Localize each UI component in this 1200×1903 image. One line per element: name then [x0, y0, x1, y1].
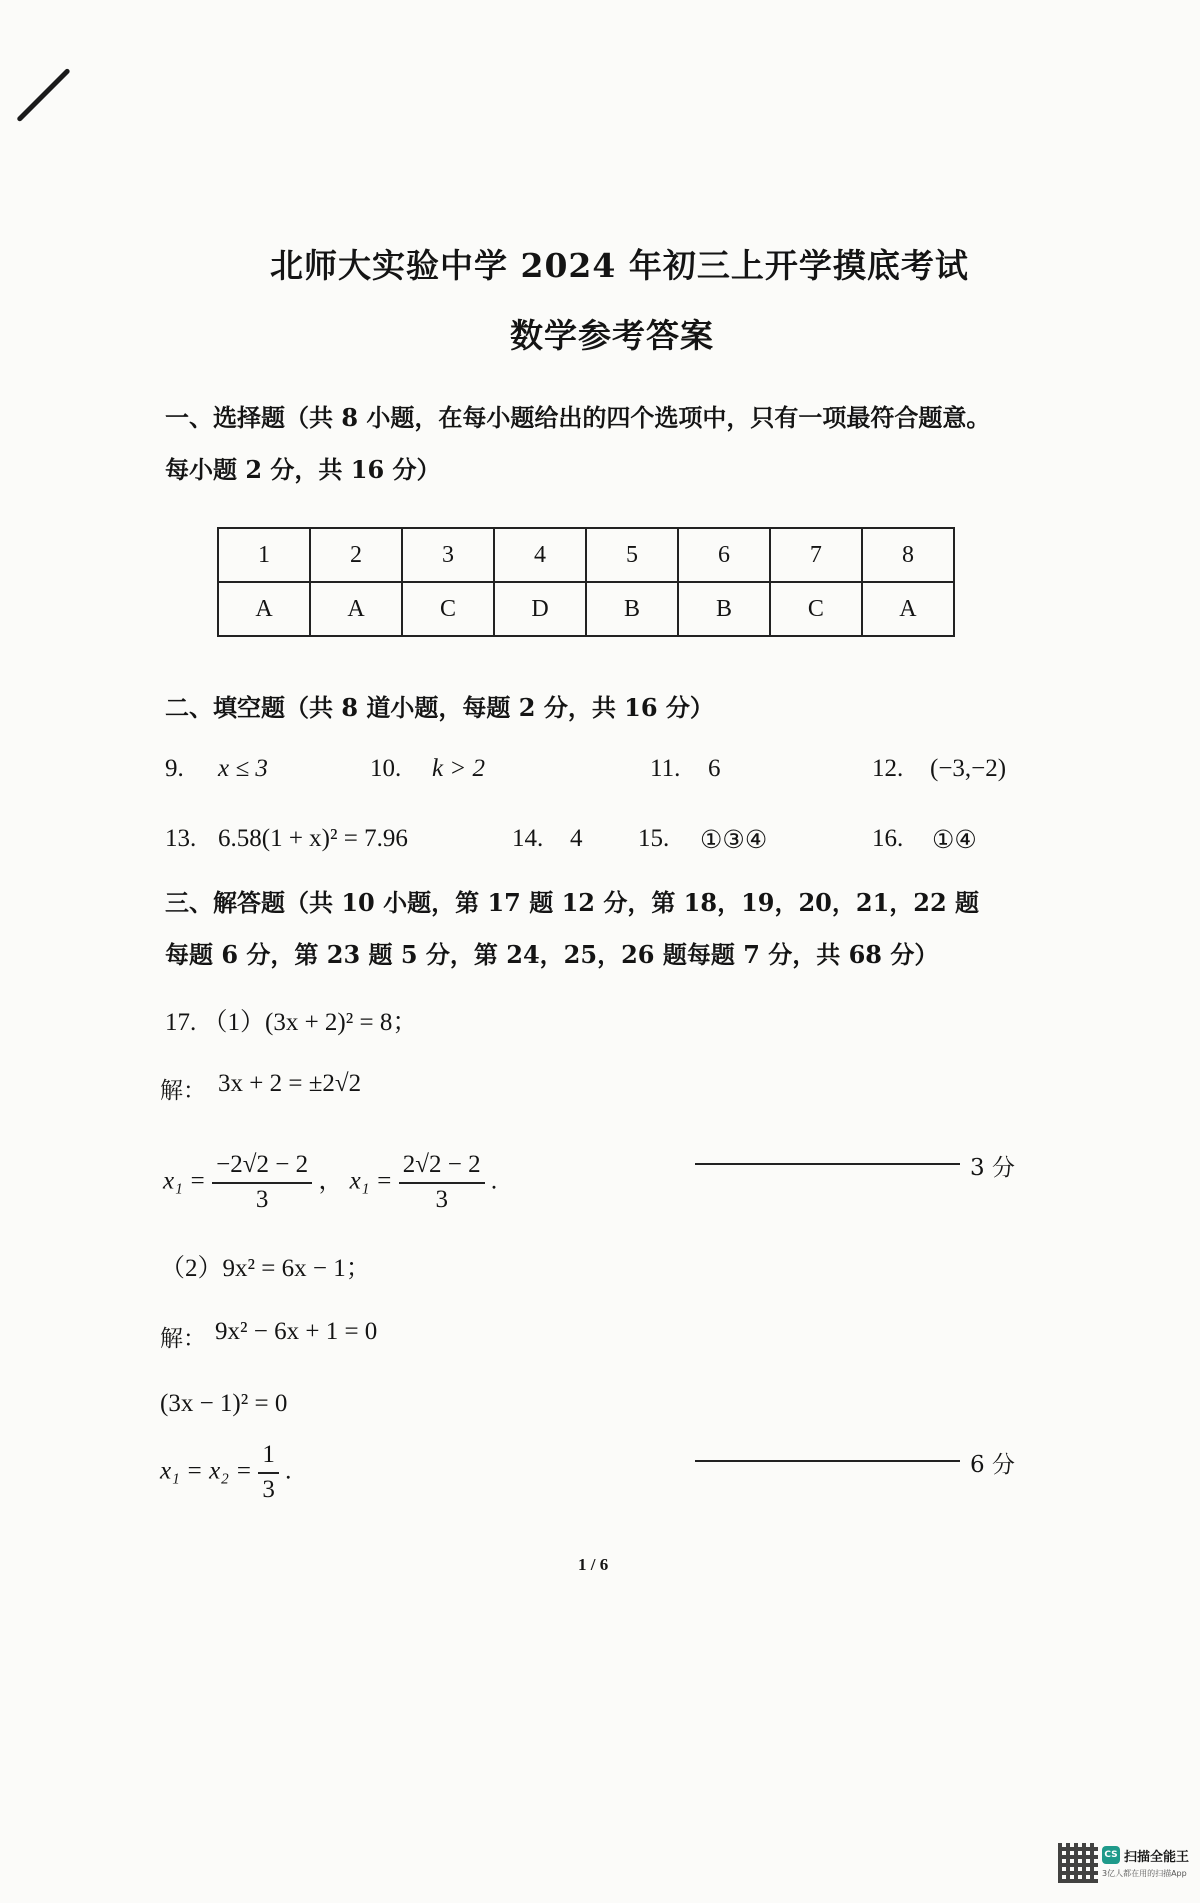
- scanner-app-name: 扫描全能王: [1124, 1850, 1190, 1865]
- q17-part2-root: x₁ = x₂ = $\frac{1}{3}$ .: [160, 1440, 291, 1506]
- table-cell: 3: [402, 528, 494, 582]
- solution-label: 解：: [160, 1078, 206, 1104]
- section3-heading-line1: 三、解答题（共 10 小题，第 17 题 12 分，第 18，19，20，21，22 题: [165, 888, 980, 917]
- fraction-denominator: 3: [435, 1186, 448, 1213]
- qr-code-icon: [1058, 1843, 1098, 1883]
- table-cell: C: [402, 582, 494, 636]
- page-number: 1 / 6: [578, 1555, 609, 1574]
- section1-heading-line2: 每小题 2 分，共 16 分）: [165, 455, 441, 484]
- fill-item-answer: 4: [570, 825, 583, 852]
- camscanner-logo-icon: CS: [1102, 1846, 1120, 1864]
- fill-item-answer: ①④: [932, 827, 977, 854]
- table-cell: 1: [218, 528, 310, 582]
- fraction-numerator: −2√2 − 2: [212, 1150, 312, 1184]
- fill-item-number: 14.: [512, 825, 544, 852]
- pen-stroke-mark: [16, 68, 70, 122]
- fill-item-answer: ①③④: [700, 827, 768, 854]
- table-cell: 8: [862, 528, 954, 582]
- fraction-denominator: 3: [255, 1186, 269, 1213]
- solution-label: 解：: [160, 1326, 206, 1352]
- scanner-app-tagline: 3亿人都在用的扫描App: [1102, 1869, 1187, 1878]
- table-cell: 7: [770, 528, 862, 582]
- choice-answer-table: [217, 527, 955, 637]
- table-cell: 5: [586, 528, 678, 582]
- fill-item-number: 10.: [370, 755, 402, 782]
- root-fraction: [258, 1440, 279, 1506]
- section1-heading-line1: 一、选择题（共 8 小题，在每小题给出的四个选项中，只有一项最符合题意。: [165, 403, 991, 432]
- root-label: x₁ =: [163, 1167, 206, 1195]
- document-title: 北师大实验中学 2024 年初三上开学摸底考试: [270, 246, 969, 285]
- table-cell: B: [678, 582, 770, 636]
- q17-part2-step: 9x² − 6x + 1 = 0: [215, 1318, 378, 1345]
- fill-item-answer: k > 2: [432, 755, 485, 782]
- q17-part1-roots: x₁ = $\frac{-2√2 - 2}{3}$ ， x₁ = $\frac{2√2 - 2}{3}$ .: [163, 1150, 497, 1216]
- q17-part2-problem: （2）9x² = 6x − 1；: [160, 1255, 371, 1282]
- q17-part2-step: (3x − 1)² = 0: [160, 1390, 288, 1417]
- section3-heading-line2: 每题 6 分，第 23 题 5 分，第 24，25，26 题每题 7 分，共 68 分）: [165, 940, 939, 969]
- fill-item-number: 16.: [872, 825, 904, 852]
- table-cell: A: [310, 582, 402, 636]
- fill-item-answer: 6.58(1 + x)² = 7.96: [218, 825, 408, 852]
- table-cell: B: [586, 582, 678, 636]
- table-row-question-numbers: [218, 528, 954, 582]
- fill-item-number: 12.: [872, 755, 904, 782]
- score-leader-line: [695, 1163, 960, 1165]
- fill-item-answer: (−3,−2): [930, 755, 1007, 782]
- root-label: x₁ =: [349, 1167, 393, 1195]
- root-fraction: [212, 1150, 312, 1216]
- table-cell: A: [218, 582, 310, 636]
- score-leader-line: [695, 1460, 960, 1462]
- table-cell: 6: [678, 528, 770, 582]
- fraction-numerator: 1: [258, 1440, 279, 1474]
- fill-item-number: 15.: [638, 825, 670, 852]
- root-fraction: [399, 1150, 485, 1216]
- fill-item-number: 9.: [165, 755, 184, 782]
- root-label: x₁ = x₂ =: [160, 1457, 253, 1485]
- document-subtitle: 数学参考答案: [510, 316, 714, 355]
- table-cell: 2: [310, 528, 402, 582]
- table-cell: A: [862, 582, 954, 636]
- fill-item-answer: x ≤ 3: [218, 755, 268, 782]
- q17-part1-step: 3x + 2 = ±2√2: [218, 1070, 362, 1097]
- table-cell: C: [770, 582, 862, 636]
- score-mark: 6 分: [970, 1452, 1015, 1478]
- table-row-answers: [218, 582, 954, 636]
- fraction-numerator: 2√2 − 2: [399, 1150, 485, 1184]
- fill-item-number: 13.: [165, 825, 197, 852]
- section2-heading: 二、填空题（共 8 道小题，每题 2 分，共 16 分）: [165, 693, 714, 722]
- fill-item-number: 11.: [650, 755, 681, 782]
- score-mark: 3 分: [970, 1155, 1015, 1181]
- table-cell: D: [494, 582, 586, 636]
- fill-item-answer: 6: [708, 755, 721, 782]
- q17-part1-problem: 17. （1）(3x + 2)² = 8；: [165, 1009, 418, 1036]
- fraction-denominator: 3: [262, 1476, 275, 1503]
- table-cell: 4: [494, 528, 586, 582]
